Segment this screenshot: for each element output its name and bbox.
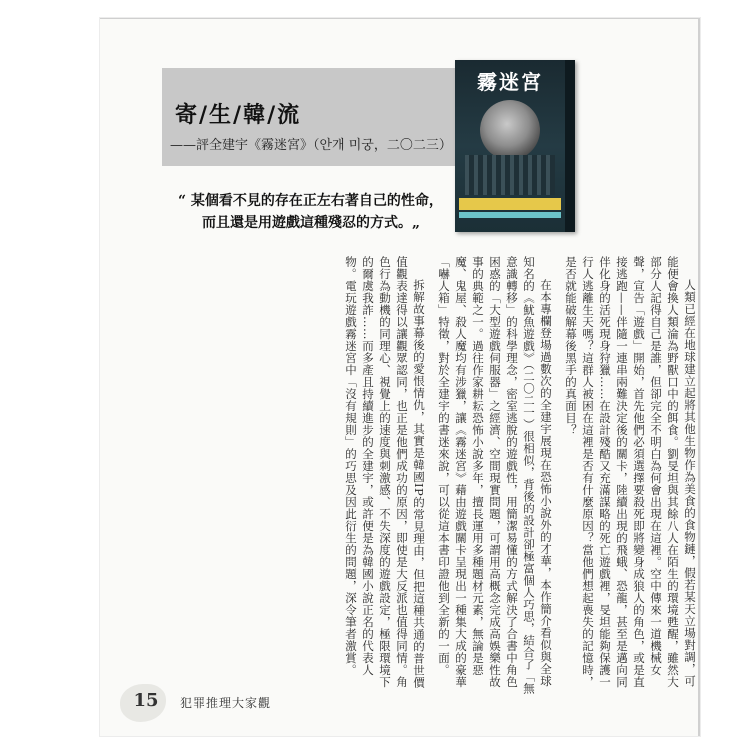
article-subtitle: ——評全建宇《霧迷宮》（안개 미궁，二〇二三）	[170, 138, 452, 153]
magazine-page	[100, 18, 700, 736]
article-body	[178, 256, 698, 696]
body-paragraph-3: 拆解故事幕後的愛恨情仇，其實是韓國IP的常見理由，但把這種共通的普世價值觀表達得以讓觀眾認同，也正是他們成功的原因，即使是大反派也值得同情。角色行為動機的同理心、視覺上的速度與刺激感、不失深度的遊戲設定，極限環境下的爾虞我詐……而多產且持續進步的全建宇，或許便是為韓國小說正名的代表人物。電玩遊戲霧迷宮中「沒有規則」的巧思及因此衍生的問題，深令筆者激賞。	[344, 256, 426, 689]
maze-illustration	[465, 155, 555, 195]
column-title: 寄/生/韓/流	[175, 102, 302, 128]
running-footer-title: 犯罪推理大家觀	[180, 696, 272, 710]
page-number: 15	[133, 690, 159, 711]
brain-illustration	[480, 100, 540, 160]
top-rule	[100, 18, 700, 29]
cover-blurb-band-secondary	[459, 212, 561, 218]
cover-blurb-band	[459, 198, 561, 210]
book-cover-image	[455, 60, 575, 232]
pull-quote-line-2: 而且還是用遊戲這種殘忍的方式。„	[202, 215, 421, 231]
cover-spine	[565, 60, 575, 232]
cover-title: 霧迷宮	[477, 70, 543, 94]
body-paragraph-2: 在本專欄登場過數次的全建宇展現在恐怖小說外的才華，本作簡介看似與全球知名的《魷魚遊戲》（二〇二一）很相似，背後的設計卻極富個人巧思，結合了「無意識轉移」的科學理念，密室逃脫的遊戲性，用簡潔易懂的方式解決了合書中角色困惑的「大型遊戲伺服器」之經濟、空間現實問題，可謂用高概念完成高娛樂性故事的典範之一。過往作家耕耘恐怖小說多年，擅長運用多種題材元素，無論是惡魔、鬼屋、殺人魔均有涉獵，讓《霧迷宮》藉由遊戲關卡呈現出一種集大成的豪華「嚇人箱」特徵，對於全建宇的書迷來說，可以從這本書印證他到全新的一面。	[437, 256, 553, 695]
page-footer	[100, 668, 700, 728]
page-edge	[698, 18, 700, 736]
pull-quote	[178, 190, 458, 234]
pull-quote-line-1: “ 某個看不見的存在正左右著自己的性命，	[178, 193, 443, 209]
body-paragraph-1: 人類已經在地球建立起將其他生物作為美食的食物鏈，假若某天立場對調，可能便會換人類淪為野獸口中的餌食。劉旻坦與其餘八人在陌生的環境甦醒，雖然大部分人記得自己是誰，但卻完全不明白為何會出現在這裡。空中傳來一道機械女聲，宣告「遊戲」開始，首先他們必須選擇要殺死即將變身成狼人的角色，或是直接逃跑——伴隨一連串兩難決定後的關卡，陸續出現的飛蛾、恐龍，甚至是邁向同伴化身的活死現身狩獵……在設計殘酷又充滿謀略的死亡遊戲裡，旻坦能夠保護一行人逃離生天嗎？這群人被困在這裡是否有什麼原因？當他們想起喪失的記憶時，是否就能破解幕後黑手的真面目？	[564, 256, 697, 688]
